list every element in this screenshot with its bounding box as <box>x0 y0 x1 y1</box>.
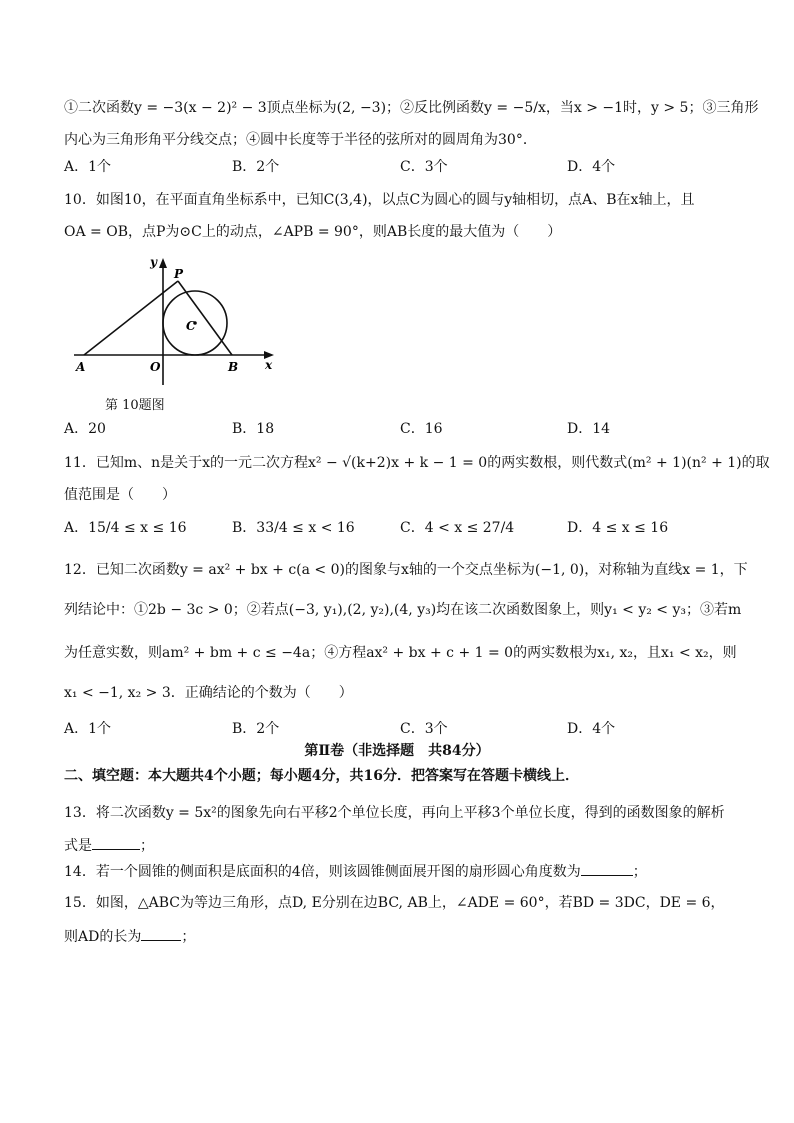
q15-line-2 <box>64 926 195 947</box>
q11-option-b: B．33/4 ≤ x < 16 <box>232 520 355 536</box>
label-b: B <box>228 360 239 374</box>
q12-option-b: B．2个 <box>232 721 280 737</box>
q10-line-2: OA = OB，点P为⊙C上的动点，∠APB = 90°，则AB长度的最大值为（ ） <box>64 224 562 240</box>
q12-line-3: 为任意实数，则am² + bm + c ≤ −4a；④方程ax² + bx + c + 1 = 0的两实数根为x₁, x₂，且x₁ < x₂，则 <box>64 645 737 661</box>
q12-option-a: A．1个 <box>64 721 112 737</box>
q9-option-b: B．2个 <box>232 159 280 175</box>
y-axis-arrow-icon <box>159 258 167 268</box>
q15-line-2-suffix: ； <box>181 929 196 945</box>
q13-line-2-suffix: ； <box>140 838 154 854</box>
q14-suffix: ； <box>632 864 647 880</box>
part2-title: 第Ⅱ卷（非选择题 共84分） <box>304 743 490 759</box>
q10-figure <box>70 250 280 390</box>
q11-line-1: 11．已知m、n是关于x的一元二次方程x² − √(k+2)x + k − 1 = 0的两实数根，则代数式(m² + 1)(n² + 1)的取 <box>64 455 770 471</box>
q15-answer-blank <box>141 926 181 941</box>
q13-line-2 <box>64 835 154 856</box>
q9-option-d: D．4个 <box>567 159 616 175</box>
q9-option-a: A．1个 <box>64 159 112 175</box>
q13-line-1: 13．将二次函数y = 5x²的图象先向右平移2个单位长度，再向上平移3个单位长度，得到的函数图象的解析 <box>64 805 725 821</box>
q10-option-c: C．16 <box>400 421 443 437</box>
q12-line-1: 12．已知二次函数y = ax² + bx + c(a < 0)的图象与x轴的一个交点坐标为(−1, 0)，对称轴为直线x = 1，下 <box>64 562 748 578</box>
q13-answer-blank <box>92 835 140 850</box>
q10-option-a: A．20 <box>64 421 106 437</box>
q12-option-c: C．3个 <box>400 721 448 737</box>
q15-line-2-prefix: 则AD的长为 <box>64 929 142 945</box>
q10-line-1: 10．如图10，在平面直角坐标系中，已知C(3,4)，以点C为圆心的圆与y轴相切，点A、B在x轴上，且 <box>64 192 695 208</box>
q11-option-d: D．4 ≤ x ≤ 16 <box>567 520 669 536</box>
fill-in-section-heading: 二、填空题：本大题共4个小题；每小题4分，共16分．把答案写在答题卡横线上． <box>64 768 579 784</box>
q10-figure-caption: 第 10题图 <box>105 398 165 413</box>
q12-option-d: D．4个 <box>567 721 616 737</box>
q14-answer-blank <box>581 861 633 876</box>
q9-line-2: 内心为三角形角平分线交点；④圆中长度等于半径的弦所对的圆周角为30°． <box>64 132 537 148</box>
q9-line-1: ①二次函数y = −3(x − 2)² − 3顶点坐标为(2, −3)；②反比例函数y = −5/x，当x > −1时，y > 5；③三角形 <box>64 100 759 116</box>
label-c: C <box>186 319 196 333</box>
q11-option-c: C．4 < x ≤ 27/4 <box>400 520 515 536</box>
q11-line-2: 值范围是（ ） <box>64 487 176 503</box>
q12-line-2: 列结论中：①2b − 3c > 0；②若点(−3, y₁),(2, y₂),(4, y₃)均在该二次函数图象上，则y₁ < y₂ < y₃；③若m <box>64 602 742 618</box>
q9-option-c: C．3个 <box>400 159 448 175</box>
label-x: x <box>265 358 273 372</box>
q14-line <box>64 861 647 882</box>
q10-option-d: D．14 <box>567 421 611 437</box>
label-p: P <box>174 267 184 281</box>
q10-option-b: B．18 <box>232 421 275 437</box>
q14-prefix: 14．若一个圆锥的侧面积是底面积的4倍，则该圆锥侧面展开图的扇形圆心角度数为 <box>64 864 581 880</box>
q12-line-4: x₁ < −1, x₂ > 3．正确结论的个数为（ ） <box>64 685 353 701</box>
q11-option-a: A．15/4 ≤ x ≤ 16 <box>64 520 187 536</box>
q15-line-1: 15．如图，△ABC为等边三角形，点D, E分别在边BC, AB上，∠ADE = 60°，若BD = 3DC，DE = 6， <box>64 895 725 911</box>
label-o: O <box>150 360 161 374</box>
label-a: A <box>76 360 86 374</box>
label-y: y <box>150 255 157 269</box>
q13-line-2-prefix: 式是 <box>64 838 92 854</box>
